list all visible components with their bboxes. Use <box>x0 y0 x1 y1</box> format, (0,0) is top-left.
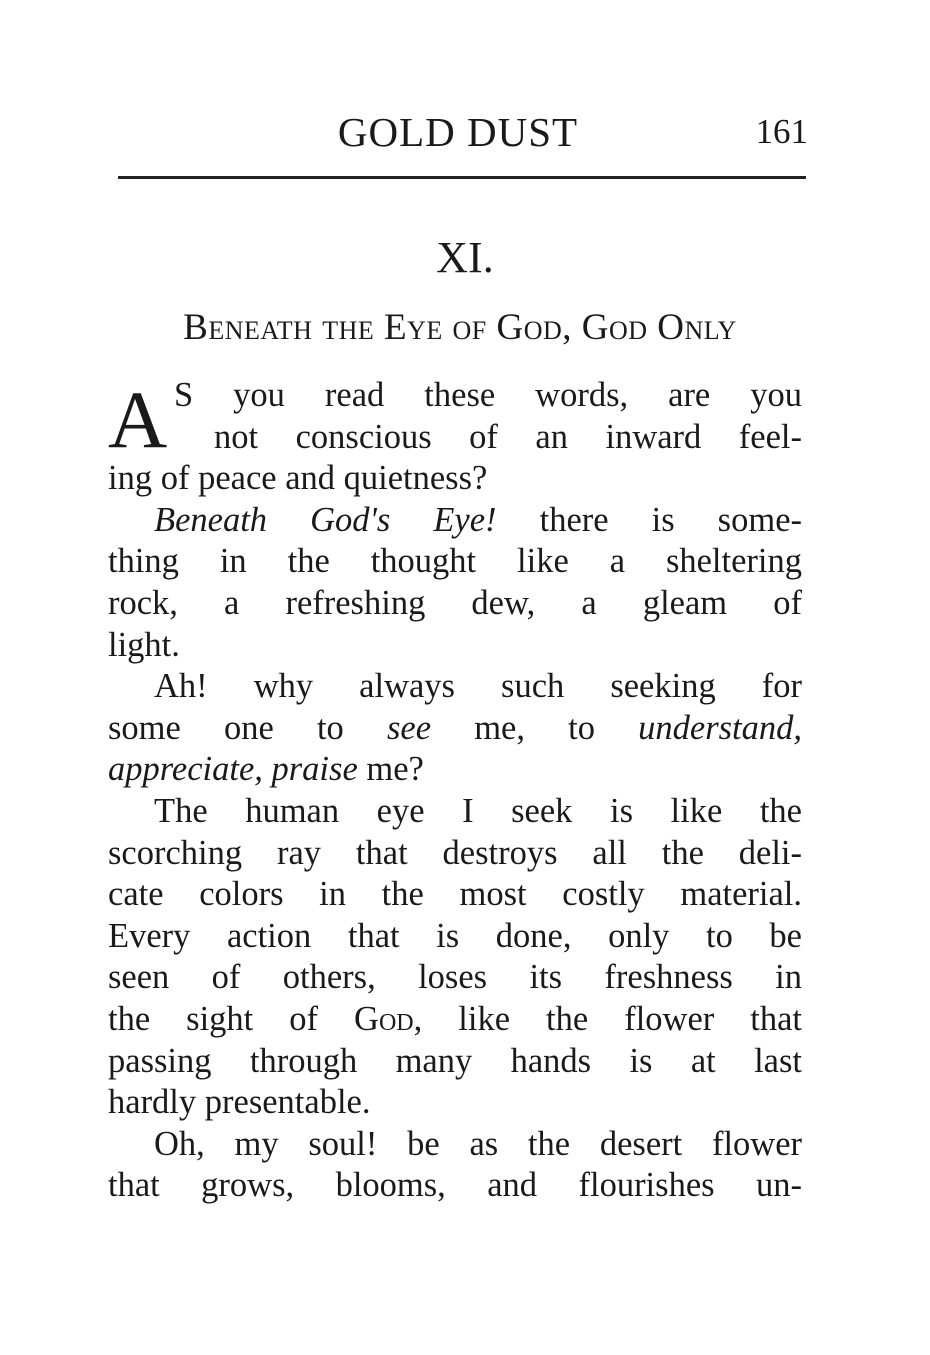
book-title: GOLD DUST <box>337 109 579 155</box>
text-line: ing of peace and quietness? <box>108 459 488 498</box>
text-fragment: some one to <box>108 708 387 747</box>
drop-cap: A <box>108 374 168 465</box>
running-head <box>108 108 808 158</box>
body-text <box>108 375 802 1207</box>
text-line: Oh, my soul! be as the desert flower <box>154 1124 802 1163</box>
italic-word: see <box>386 708 432 747</box>
text-line: rock, a refreshing dew, a gleam of <box>108 583 802 622</box>
italic-phrase: Beneath God's Eye! <box>154 500 497 539</box>
text-fragment: the sight of <box>108 999 355 1038</box>
chapter-number: XI. <box>436 233 494 282</box>
text-line: hardly presentable. <box>108 1083 371 1122</box>
text-line: thing in the thought like a sheltering <box>108 542 802 581</box>
small-caps-word: God <box>354 999 414 1038</box>
text-fragment: there is some- <box>496 500 802 539</box>
italic-phrase: appreciate, praise <box>108 750 358 789</box>
italic-word: understand, <box>638 708 802 747</box>
text-line: seen of others, loses its freshness in <box>108 958 802 997</box>
text-line <box>108 999 802 1041</box>
text-line: Ah! why always such seeking for <box>154 667 802 706</box>
text-line: Every action that is done, only to be <box>108 916 802 955</box>
text-line <box>108 749 802 791</box>
text-line: that grows, blooms, and flourishes un- <box>108 1166 802 1205</box>
chapter-title: Beneath the Eye of God, God Only <box>183 307 737 348</box>
text-line <box>108 708 802 750</box>
text-line: S you read these words, are you <box>174 376 802 414</box>
text-line: The human eye I seek is like the <box>154 791 802 830</box>
text-line: cate colors in the most costly material. <box>108 875 802 914</box>
text-line: scorching ray that destroys all the deli- <box>108 833 802 872</box>
text-fragment: me, to <box>431 708 639 747</box>
text-line: passing through many hands is at last <box>108 1041 802 1080</box>
text-line <box>108 500 802 542</box>
text-fragment: , like the flower that <box>413 999 803 1038</box>
text-line: light. <box>108 625 180 664</box>
page-number: 161 <box>755 112 808 151</box>
text-line: not conscious of an inward feel- <box>214 417 802 456</box>
text-fragment: me? <box>357 750 424 789</box>
header-rule <box>118 176 806 179</box>
